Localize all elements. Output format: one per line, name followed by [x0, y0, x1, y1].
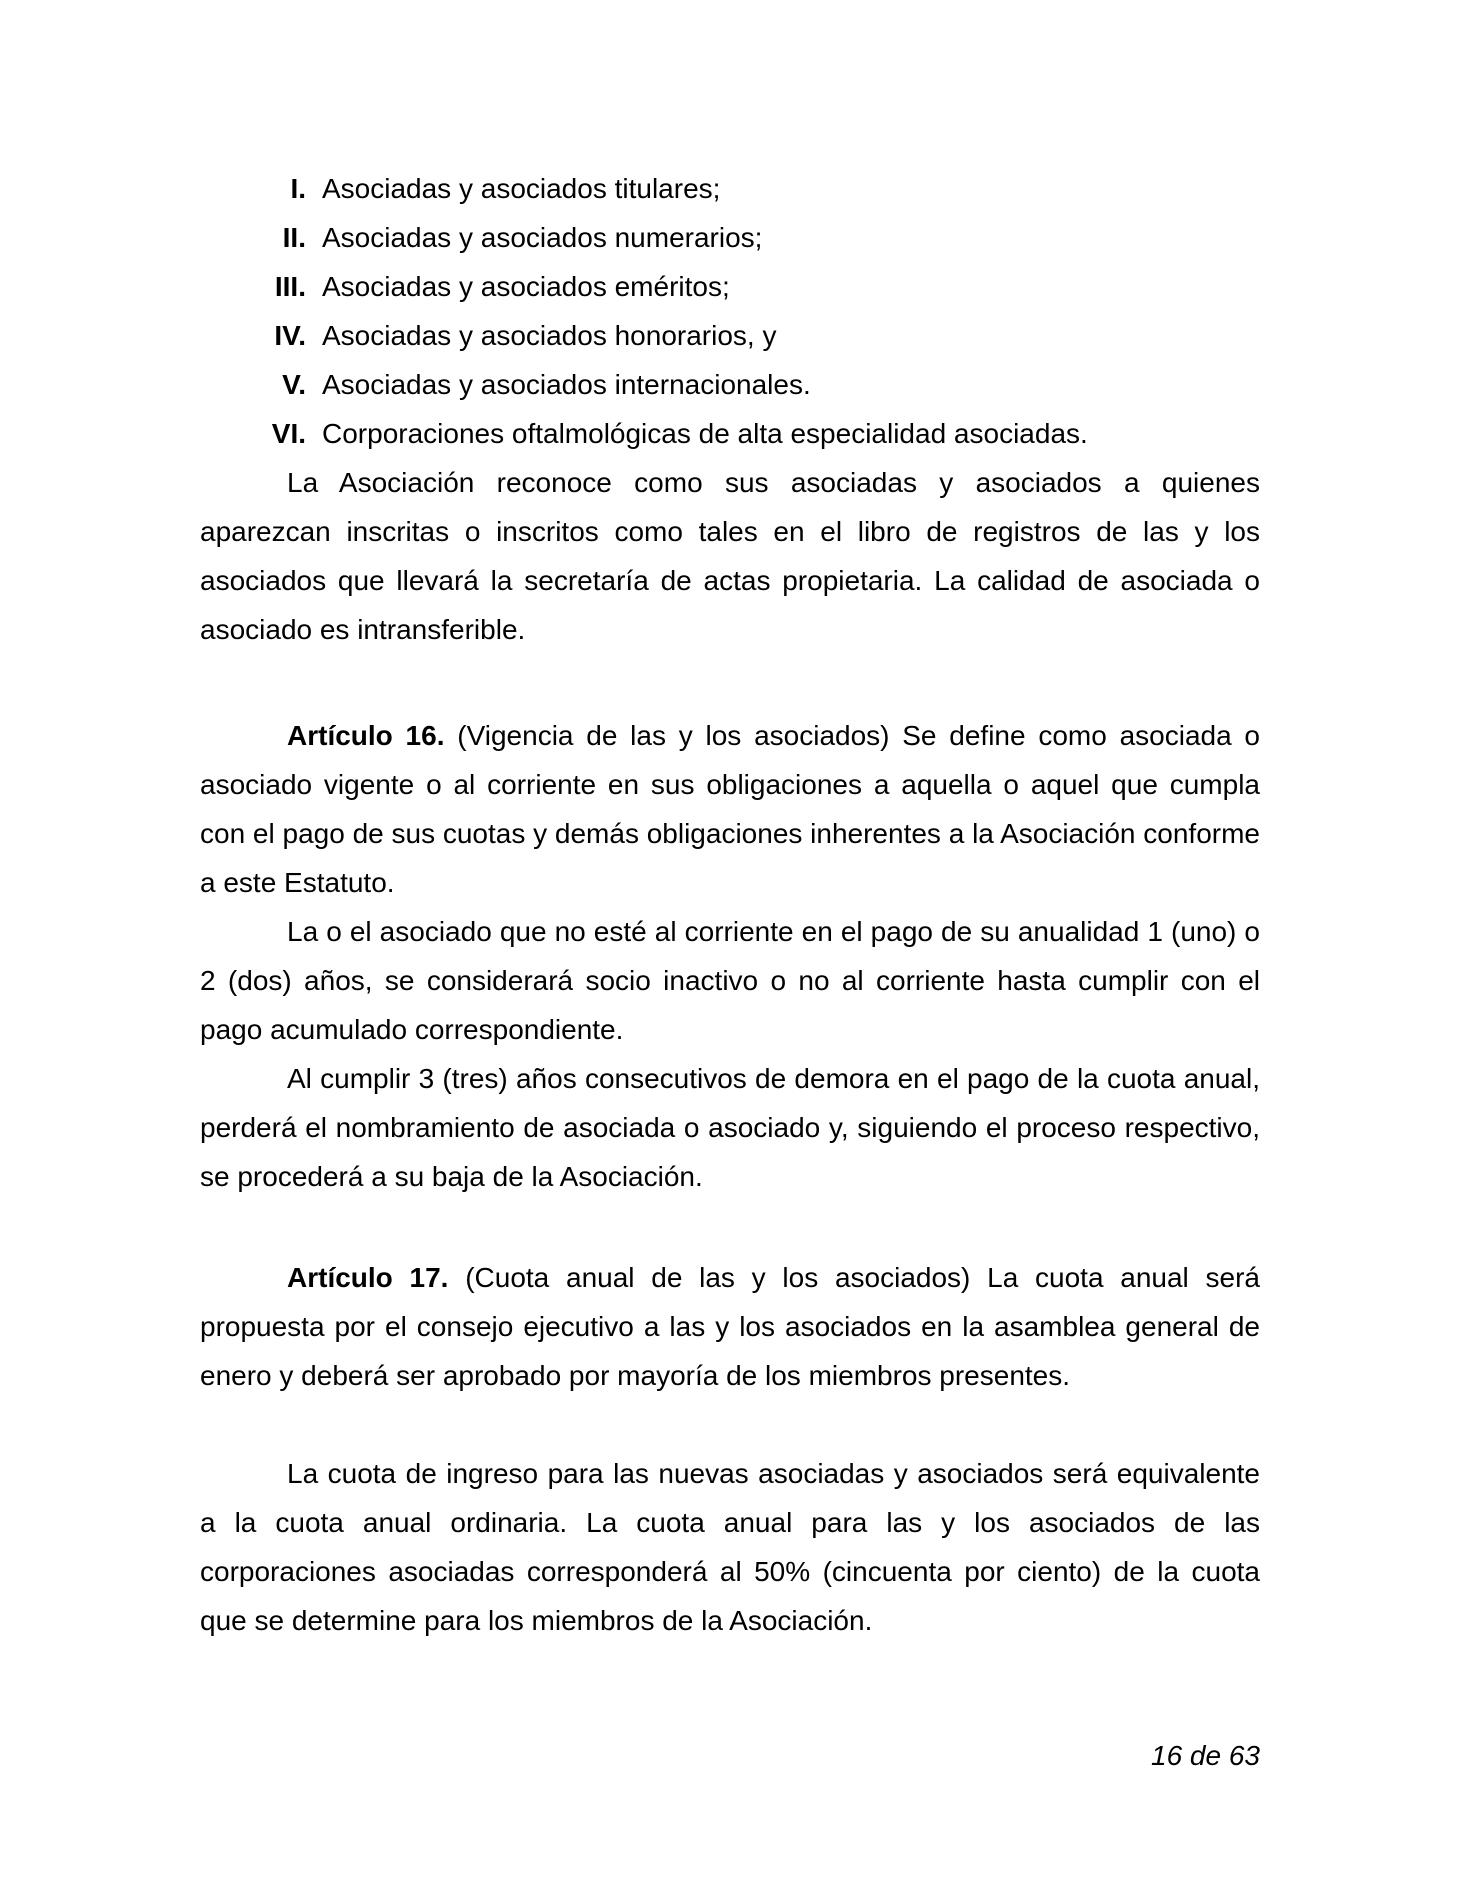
paragraph-body: Al cumplir 3 (tres) años consecutivos de demora en el pago de la cuota anual, perderá el nombramiento de asociada o asociado y, siguiendo el proceso respectivo, se procederá a su baja de la Asociación. [200, 1063, 1260, 1192]
list-item [200, 262, 1260, 311]
page-content [200, 164, 1260, 1645]
list-item-text: Asociadas y asociados eméritos; [322, 271, 730, 302]
paragraph-body: (Cuota anual de las y los asociados) La cuota anual será propuesta por el consejo ejecutivo a las y los asociados en la asamblea general de enero y deberá ser aprobado por mayoría de los miembros presentes. [200, 1262, 1260, 1391]
list-item-number: V. [282, 369, 306, 400]
list-item-text: Asociadas y asociados numerarios; [322, 222, 763, 253]
articulo-16-label: Artículo 16. [287, 720, 445, 751]
page-number: 16 de 63 [1151, 1740, 1260, 1771]
list-item [200, 164, 1260, 213]
list-item-number: III. [274, 271, 306, 302]
paragraph-articulo-17 [200, 1253, 1260, 1400]
list-item [200, 360, 1260, 409]
list-item-number: I. [290, 173, 306, 204]
list-item-number: II. [282, 222, 306, 253]
member-types-list [200, 164, 1260, 458]
paragraph-body: La Asociación reconoce como sus asociadas y asociados a quienes aparezcan inscritas o inscritos como tales en el libro de registros de las y los asociados que llevará la secretaría de actas propietaria. La calidad de asociada o asociado es intransferible. [200, 467, 1260, 645]
list-item [200, 409, 1260, 458]
paragraph-body: La cuota de ingreso para las nuevas asociadas y asociados será equivalente a la cuota anual ordinaria. La cuota anual para las y los asociados de las corporaciones asociadas corresponderá al 50% (cincuenta por ciento) de la cuota que se determine para los miembros de la Asociación. [200, 1458, 1260, 1636]
list-item-number: IV. [274, 320, 306, 351]
paragraph-body: La o el asociado que no esté al corriente en el pago de su anualidad 1 (uno) o 2 (dos) años, se considerará socio inactivo o no al corriente hasta cumplir con el pago acumulado correspondiente. [200, 916, 1260, 1045]
paragraph-body: (Vigencia de las y los asociados) Se define como asociada o asociado vigente o al corriente en sus obligaciones a aquella o aquel que cumpla con el pago de sus cuotas y demás obligaciones inherentes a la Asociación conforme a este Estatuto. [200, 720, 1261, 898]
list-item [200, 213, 1260, 262]
list-item [200, 311, 1260, 360]
list-item-text: Asociadas y asociados internacionales. [322, 369, 811, 400]
list-item-text: Asociadas y asociados titulares; [322, 173, 721, 204]
list-item-text: Corporaciones oftalmológicas de alta especialidad asociadas. [322, 418, 1088, 449]
list-item-text: Asociadas y asociados honorarios, y [322, 320, 777, 351]
list-item-number: VI. [271, 418, 306, 449]
articulo-17-label: Artículo 17. [287, 1262, 449, 1293]
paragraph-asociacion-reconoce [200, 458, 1260, 654]
paragraph-tres-anios-demora [200, 1054, 1260, 1201]
paragraph-articulo-16 [200, 711, 1260, 907]
paragraph-cuota-ingreso [200, 1449, 1260, 1645]
paragraph-anualidad [200, 907, 1260, 1054]
